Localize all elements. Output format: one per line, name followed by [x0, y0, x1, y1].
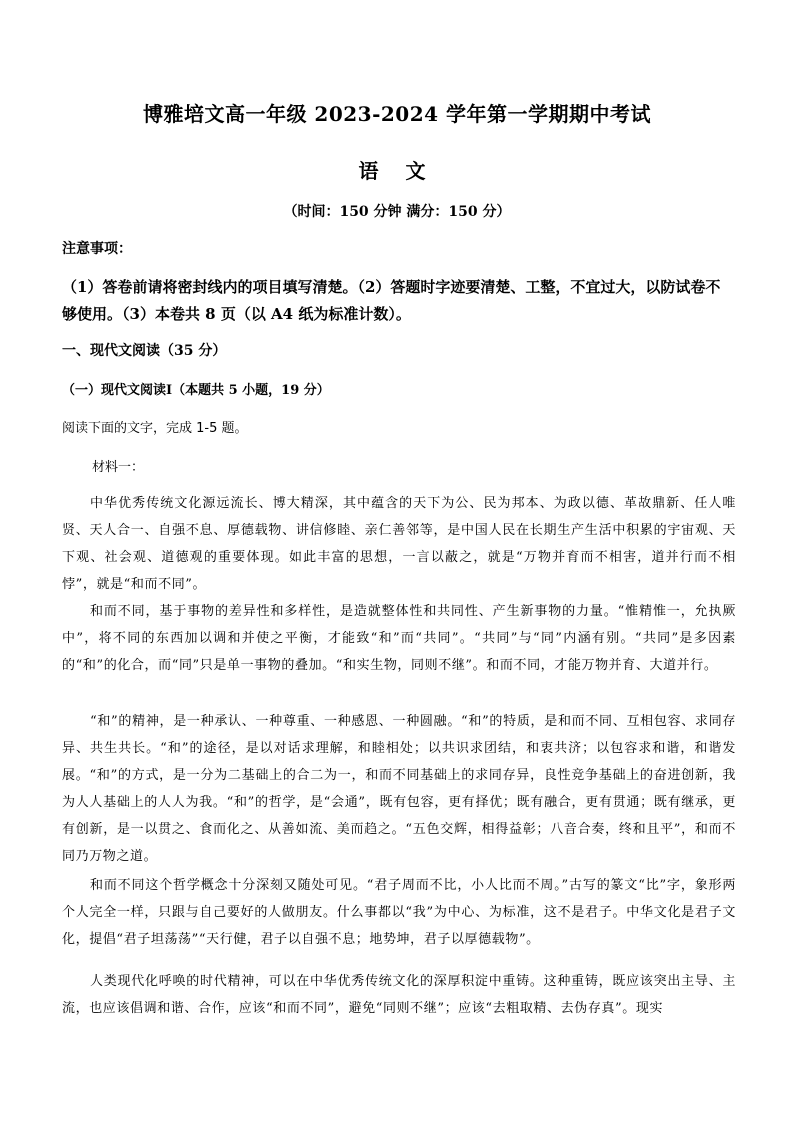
paragraph-2: 和而不同，基于事物的差异性和多样性，是造就整体性和共同性、产生新事物的力量。“惟精惟一，允执厥中”，将不同的东西加以调和并使之平衡，才能致“和”而“共同”。“共同”与“同”内涵有别。“共同”是多因素的“和”的化合，而“同”只是单一事物的叠加。“和实生物，同则不继”。和而不同，才能万物并育、大道并行。 — [62, 604, 736, 673]
material-label: 材料一： — [92, 460, 145, 475]
paragraph-3: “和”的精神，是一种承认、一种尊重、一种感恩、一种圆融。“和”的特质，是和而不同、互相包容、求同存异、共生共长。“和”的途径，是以对话求理解，和睦相处；以共识求团结，和衷共济；以包容求和谐，和谐发展。“和”的方式，是一分为二基础上的合二为一，和而不同基础上的求同存异，良性竞争基础上的奋进创新，我为人人基础上的人人为我。“和”的哲学，是“会通”，既有包容，更有择优；既有融合，更有贯通；既有继承，更有创新，是一以贯之、食而化之、从善如流、美而趋之。“五色交辉，相得益彰；八音合奏，终和且平”，和而不同乃万物之道。 — [62, 714, 736, 864]
exam-title: 博雅培文高一年级 2023-2024 学年第一学期期中考试 — [142, 102, 652, 126]
paragraph-5: 人类现代化呼唤的时代精神，可以在中华优秀传统文化的深厚积淀中重铸。这种重铸，既应该突出主导、主流，也应该倡调和谐、合作，应该“和而不同”，避免“同则不继”；应该“去粗取精、去伪存真”。现实 — [62, 974, 736, 1016]
subsection-heading: （一）现代文阅读Ⅰ（本题共 5 小题，19 分） — [62, 383, 330, 398]
notice-heading: 注意事项： — [62, 241, 132, 257]
notice-body: （1）答卷前请将密封线内的项目填写清楚。（2）答题时字迹要清楚、工整，不宜过大，以防试卷不够使用。（3）本卷共 8 页（以 A4 纸为标准计数）。 — [62, 278, 721, 323]
paragraph-4: 和而不同这个哲学概念十分深刻又随处可见。“君子周而不比，小人比而不周。”古写的篆文“比”字，象形两个人完全一样，只跟与自己要好的人做朋友。什么事都以“我”为中心、为标准，这不是君子。中华文化是君子文化，提倡“君子坦荡荡”“天行健，君子以自强不息；地势坤，君子以厚德载物”。 — [62, 878, 736, 947]
section-heading: 一、现代文阅读（35 分） — [62, 343, 227, 359]
paragraph-1: 中华优秀传统文化源远流长、博大精深，其中蕴含的天下为公、民为邦本、为政以德、革故鼎新、任人唯贤、天人合一、自强不息、厚德载物、讲信修睦、亲仁善邻等，是中国人民在长期生产生活中积累的宇宙观、天下观、社会观、道德观的重要体现。如此丰富的思想，一言以蔽之，就是“万物并育而不相害，道并行而不相悖”，就是“和而不同”。 — [62, 496, 736, 592]
subject-title: 语 文 — [358, 159, 436, 183]
reading-instruction: 阅读下面的文字，完成 1-5 题。 — [62, 421, 248, 436]
time-score-info: （时间：150 分钟 满分：150 分） — [283, 204, 511, 220]
